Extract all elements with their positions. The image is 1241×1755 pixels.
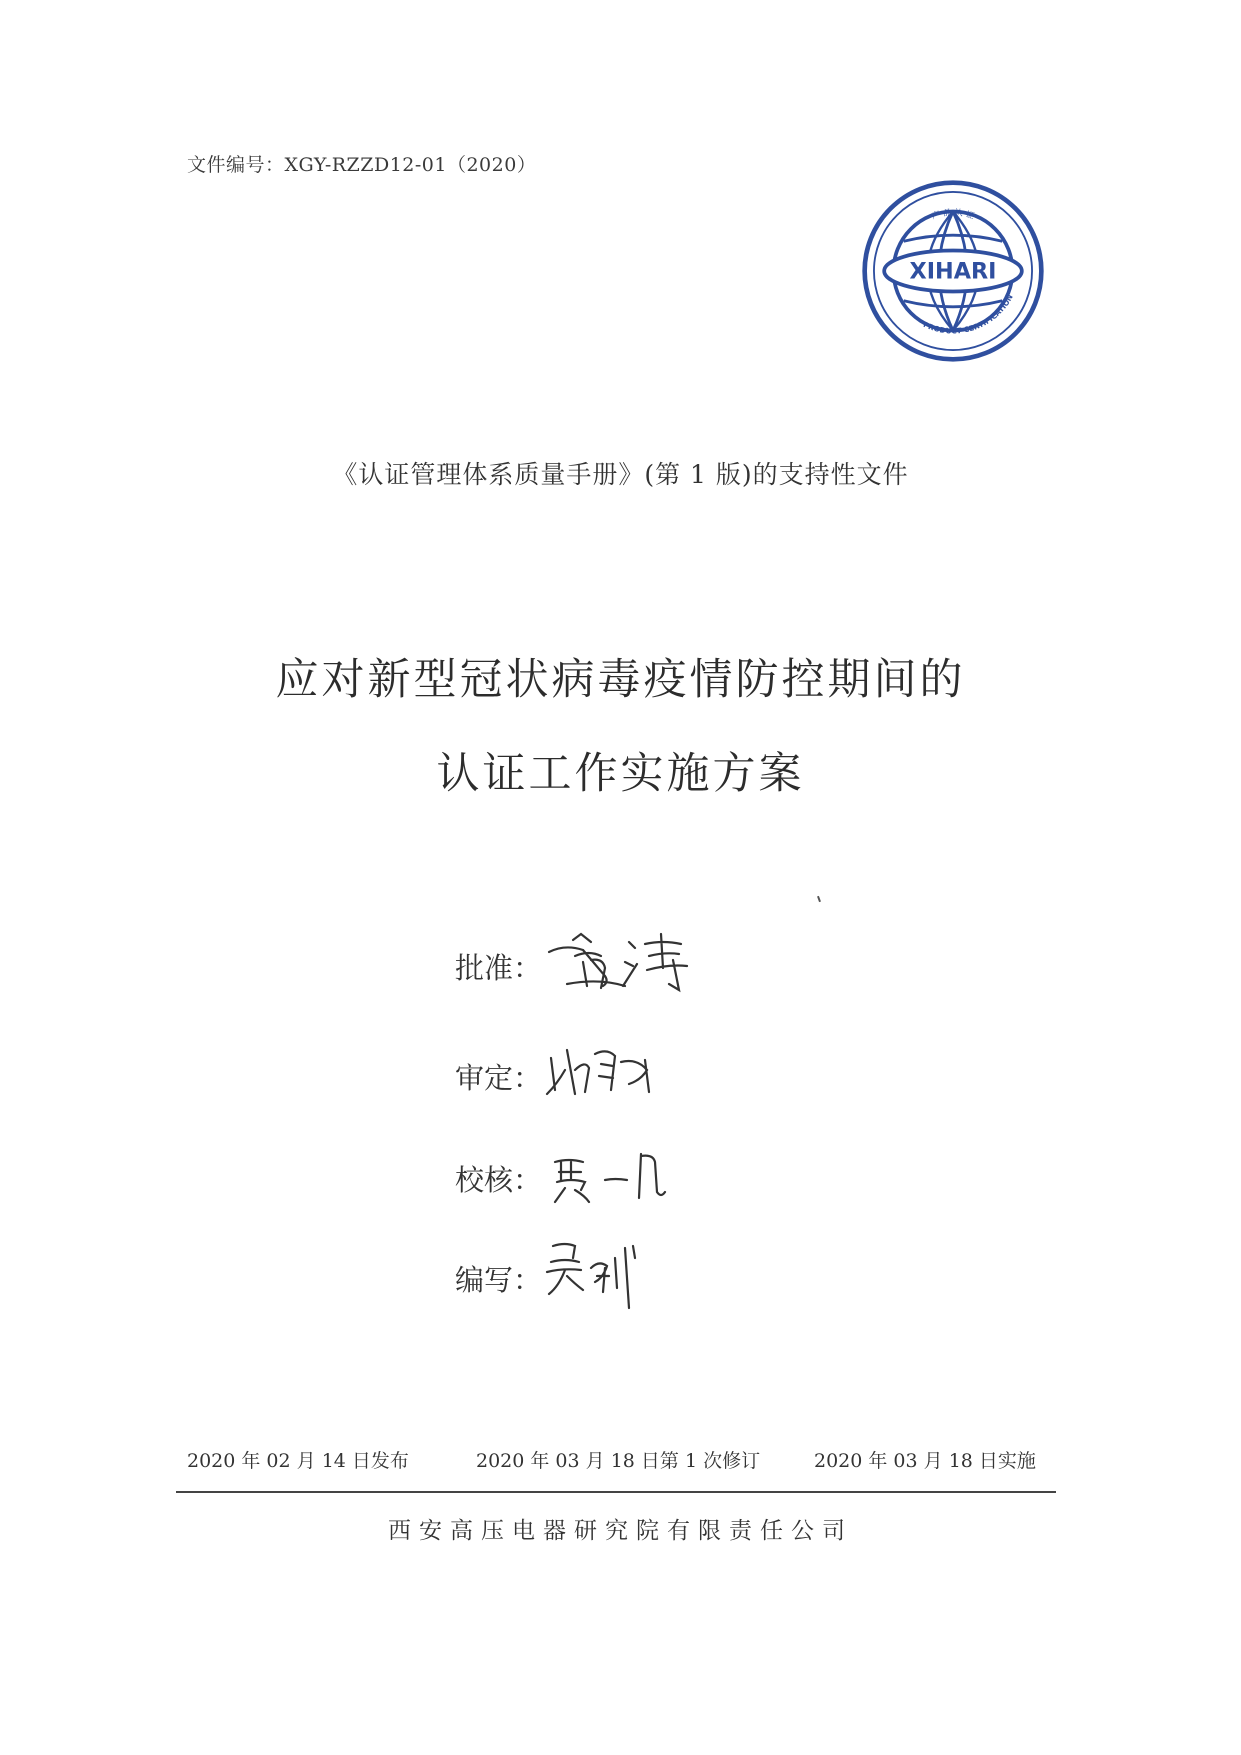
- document-number: 文件编号：XGY-RZZD12-01（2020）: [187, 154, 537, 176]
- scan-speck: [817, 896, 821, 902]
- approve-label: 批准：: [455, 951, 543, 985]
- svg-text:PRODUCT CERTIFICATION: [922, 293, 1015, 336]
- write-signature: [545, 1232, 735, 1312]
- supporting-document-subtitle: 《认证管理体系质量手册》(第 1 版)的支持性文件: [332, 460, 909, 489]
- write-label: 编写：: [455, 1263, 543, 1297]
- seal-center-text: XIHARI: [909, 258, 997, 285]
- signoff-approve: [455, 920, 755, 1000]
- check-signature: [545, 1132, 735, 1212]
- revision-date: 2020 年 03 月 18 日第 1 次修订: [476, 1450, 761, 1472]
- dates-row: [187, 1446, 1057, 1476]
- publish-date: 2020 年 02 月 14 日发布: [187, 1450, 409, 1472]
- review-signature: [545, 1030, 735, 1110]
- main-title-line-1: 应对新型冠状病毒疫情防控期间的: [275, 655, 966, 705]
- organization-name: 西安高压电器研究院有限责任公司: [388, 1518, 853, 1544]
- seal-bottom-text: PRODUCT CERTIFICATION: [921, 292, 1015, 336]
- effective-date: 2020 年 03 月 18 日实施: [814, 1450, 1036, 1472]
- footer-divider: [176, 1491, 1056, 1493]
- check-label: 校核：: [455, 1163, 543, 1197]
- signoff-check: [455, 1132, 755, 1212]
- seal-top-text: 产 品 认 证: [930, 207, 976, 221]
- approve-signature: [545, 920, 735, 1000]
- review-label: 审定：: [455, 1061, 543, 1095]
- svg-text:产 品 认 证: [930, 207, 976, 221]
- signoff-write: [455, 1232, 755, 1312]
- certification-seal: [860, 178, 1046, 364]
- signoff-review: [455, 1030, 755, 1110]
- main-title-line-2: 认证工作实施方案: [436, 749, 805, 799]
